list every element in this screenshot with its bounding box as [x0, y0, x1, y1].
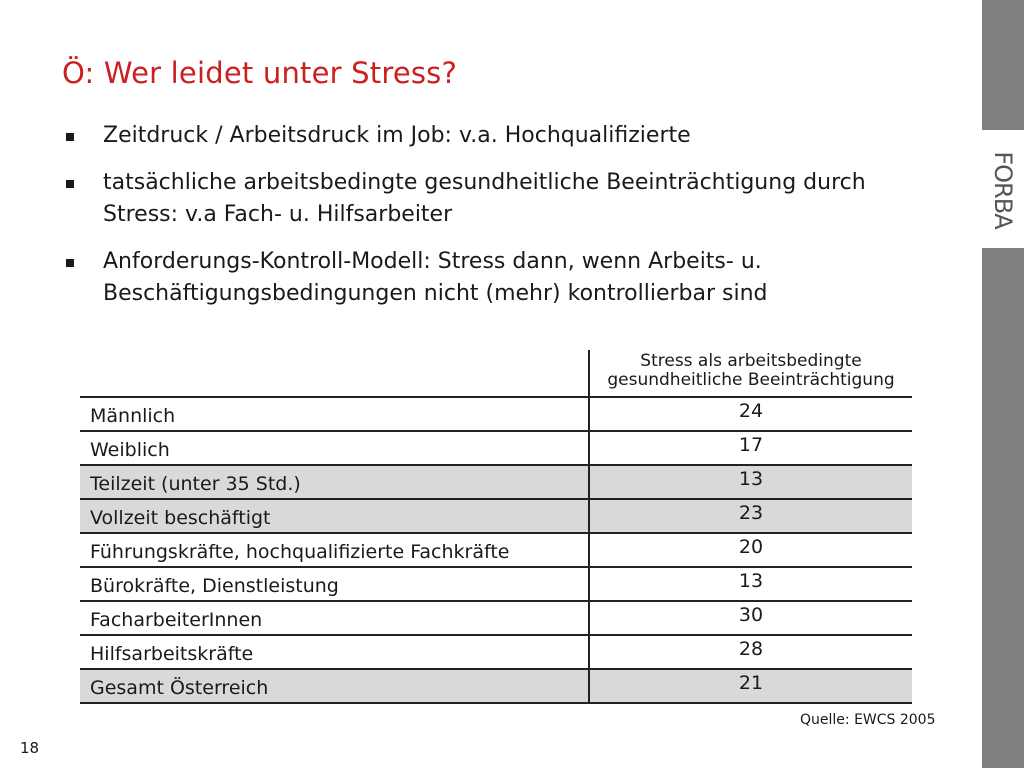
table-row — [80, 635, 912, 669]
source-note: Quelle: EWCS 2005 — [800, 712, 936, 728]
table-body — [80, 397, 912, 703]
row-label: Bürokräfte, Dienstleistung — [80, 567, 589, 601]
row-value: 28 — [589, 635, 912, 669]
row-label: Vollzeit beschäftigt — [80, 499, 589, 533]
table-row — [80, 567, 912, 601]
logo — [982, 130, 1024, 248]
row-value: 13 — [589, 465, 912, 499]
table-row — [80, 397, 912, 431]
row-label: Führungskräfte, hochqualifizierte Fachkräfte — [80, 533, 589, 567]
table-row — [80, 669, 912, 703]
row-label: Teilzeit (unter 35 Std.) — [80, 465, 589, 499]
bullet-list — [62, 120, 942, 325]
bullet-item — [62, 246, 942, 310]
table-column-header: Stress als arbeitsbedingte gesundheitliche Beeinträchtigung — [589, 350, 912, 397]
row-label: Männlich — [80, 397, 589, 431]
row-value: 17 — [589, 431, 912, 465]
bullet-item — [62, 167, 942, 231]
stress-table — [80, 350, 912, 704]
square-bullet-icon — [66, 259, 74, 267]
forba-logo-text: FORBA — [989, 151, 1017, 229]
square-bullet-icon — [66, 133, 74, 141]
row-value: 30 — [589, 601, 912, 635]
row-label: Weiblich — [80, 431, 589, 465]
row-value: 20 — [589, 533, 912, 567]
bullet-text: Zeitdruck / Arbeitsdruck im Job: v.a. Hochqualifizierte — [103, 123, 691, 148]
table-row — [80, 601, 912, 635]
row-value: 24 — [589, 397, 912, 431]
brand-sidebar — [982, 0, 1024, 768]
bullet-text: tatsächliche arbeitsbedingte gesundheitliche Beeinträchtigung durch Stress: v.a Fach- u. Hilfsarbeiter — [103, 170, 866, 227]
table-row — [80, 533, 912, 567]
bullet-item — [62, 120, 942, 152]
table-header-empty — [80, 350, 589, 397]
row-value: 23 — [589, 499, 912, 533]
row-value: 13 — [589, 567, 912, 601]
bullet-text: Anforderungs-Kontroll-Modell: Stress dann, wenn Arbeits- u. Beschäftigungsbedingungen nicht (mehr) kontrollierbar sind — [103, 249, 768, 306]
table-header-row — [80, 350, 912, 397]
row-label: Hilfsarbeitskräfte — [80, 635, 589, 669]
square-bullet-icon — [66, 180, 74, 188]
table-row — [80, 499, 912, 533]
row-label: Gesamt Österreich — [80, 669, 589, 703]
table-row — [80, 431, 912, 465]
page-number: 18 — [20, 739, 40, 757]
row-value: 21 — [589, 669, 912, 703]
slide-title: Ö: Wer leidet unter Stress? — [62, 56, 458, 90]
table-row — [80, 465, 912, 499]
row-label: FacharbeiterInnen — [80, 601, 589, 635]
